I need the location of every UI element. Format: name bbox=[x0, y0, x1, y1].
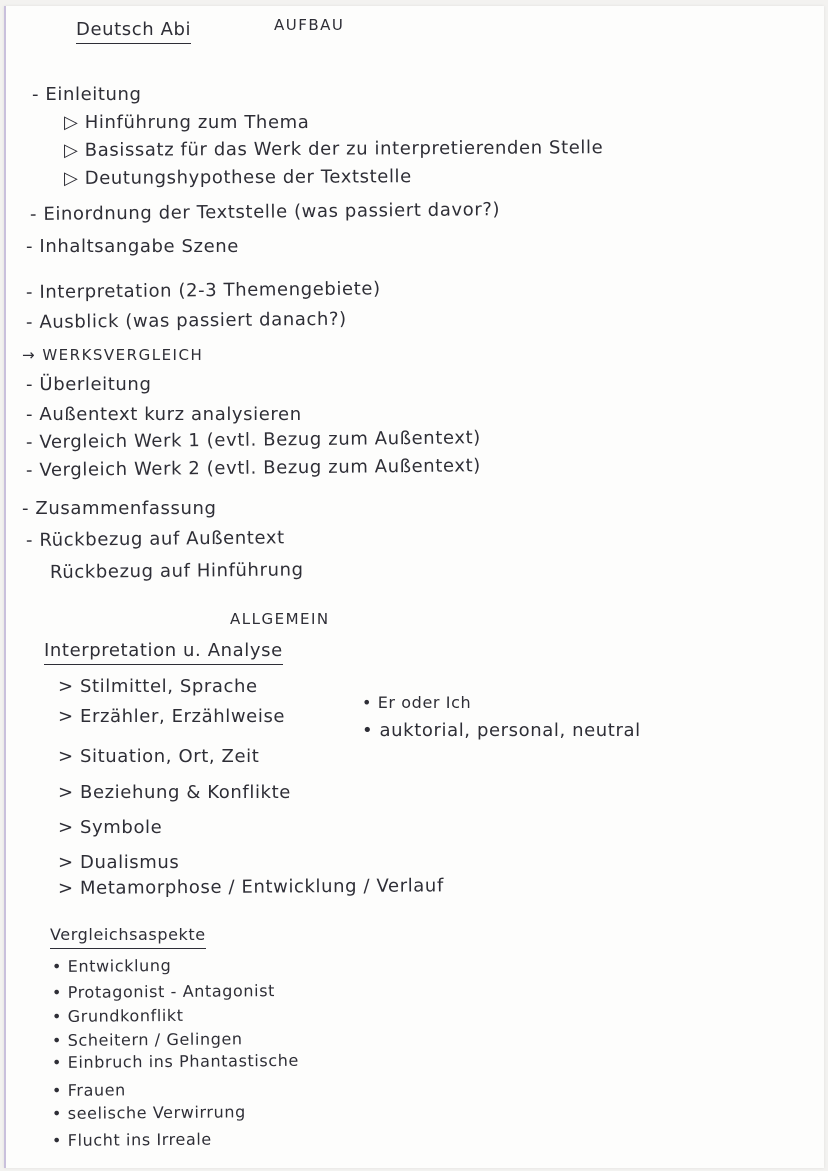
section-heading-allgemein: ALLGEMEIN bbox=[230, 610, 330, 628]
aufbau-item: - Vergleich Werk 1 (evtl. Bezug zum Außentext) bbox=[25, 427, 481, 453]
aufbau-item: → WERKSVERGLEICH bbox=[22, 346, 204, 364]
vergleich-item: • seelische Verwirrung bbox=[51, 1102, 246, 1123]
aufbau-item: - Ausblick (was passiert danach?) bbox=[25, 308, 347, 333]
aufbau-item: - Inhaltsangabe Szene bbox=[26, 236, 239, 257]
aufbau-item: - Vergleich Werk 2 (evtl. Bezug zum Außentext) bbox=[25, 455, 481, 481]
vergleich-item: • Frauen bbox=[51, 1080, 126, 1100]
interpretation-heading: Interpretation u. Analyse bbox=[44, 640, 283, 665]
vergleich-item: • Entwicklung bbox=[51, 955, 172, 976]
notebook-page bbox=[4, 6, 824, 1168]
aufbau-item: ▷ Hinführung zum Thema bbox=[64, 112, 310, 133]
vergleich-item: • Grundkonflikt bbox=[51, 1005, 184, 1026]
interpretation-item: > Dualismus bbox=[58, 852, 180, 873]
aufbau-item: - Einleitung bbox=[32, 84, 142, 105]
interpretation-item: > Stilmittel, Sprache bbox=[58, 676, 258, 697]
aufbau-item: - Zusammenfassung bbox=[22, 498, 217, 519]
vergleich-item: • Flucht ins Irreale bbox=[51, 1129, 212, 1150]
interpretation-item: > Erzähler, Erzählweise bbox=[58, 706, 286, 727]
aufbau-item: - Rückbezug auf Außentext bbox=[25, 527, 285, 551]
interpretation-item: > Beziehung & Konflikte bbox=[58, 782, 291, 803]
vergleich-item: • Einbruch ins Phantastische bbox=[51, 1050, 299, 1072]
aufbau-item: - Überleitung bbox=[26, 374, 152, 395]
erzaehler-note: • auktorial, personal, neutral bbox=[362, 720, 641, 741]
aufbau-item: - Einordnung der Textstelle (was passiert davor?) bbox=[29, 199, 501, 225]
interpretation-item: > Symbole bbox=[58, 817, 163, 838]
interpretation-item: > Situation, Ort, Zeit bbox=[58, 746, 260, 767]
document-title: Deutsch Abi bbox=[76, 19, 191, 44]
section-heading-aufbau: AUFBAU bbox=[274, 16, 345, 34]
aufbau-item: Rückbezug auf Hinführung bbox=[49, 559, 304, 583]
vergleich-heading: Vergleichsaspekte bbox=[50, 924, 206, 949]
vergleich-item: • Protagonist - Antagonist bbox=[51, 981, 276, 1002]
aufbau-item: - Außentext kurz analysieren bbox=[26, 404, 302, 425]
erzaehler-note: • Er oder Ich bbox=[362, 693, 472, 712]
vergleich-item: • Scheitern / Gelingen bbox=[51, 1029, 243, 1050]
interpretation-item: > Metamorphose / Entwicklung / Verlauf bbox=[57, 875, 444, 899]
aufbau-item: ▷ Deutungshypothese der Textstelle bbox=[63, 166, 412, 189]
aufbau-item: ▷ Basissatz für das Werk der zu interpretierenden Stelle bbox=[63, 137, 604, 161]
aufbau-item: - Interpretation (2-3 Themengebiete) bbox=[25, 278, 381, 303]
